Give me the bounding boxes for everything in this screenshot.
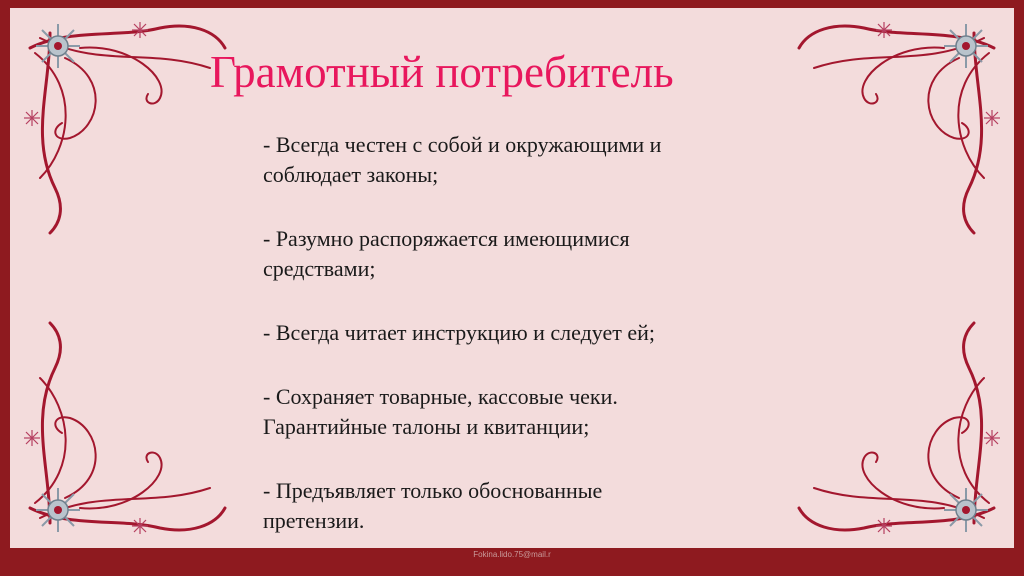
list-item-line: - Предъявляет только обоснованные [263, 478, 603, 503]
swirl-ornament-icon [784, 318, 1014, 548]
list-item-line: Гарантийные талоны и квитанции; [263, 414, 590, 439]
footer-watermark: Fokina.lido.75@mail.r [473, 550, 551, 559]
list-item-line: средствами; [263, 256, 376, 281]
list-item [263, 130, 783, 190]
list-item [263, 318, 783, 348]
swirl-ornament-icon [784, 8, 1014, 238]
swirl-ornament-icon [10, 318, 240, 548]
corner-ornament-bottom-right [784, 318, 1014, 548]
list-item-line: - Сохраняет товарные, кассовые чеки. [263, 384, 618, 409]
snowflake-flower-icon [36, 488, 80, 532]
list-item [263, 476, 783, 536]
list-item [263, 224, 783, 284]
list-item-line: - Всегда честен с собой и окружающими и [263, 132, 662, 157]
snowflake-flower-icon [944, 24, 988, 68]
corner-ornament-bottom-left [10, 318, 240, 548]
slide-title: Грамотный потребитель [210, 47, 674, 97]
snowflake-flower-icon [944, 488, 988, 532]
swirl-ornament-icon [10, 8, 240, 238]
slide-panel [10, 8, 1014, 548]
list-item [263, 382, 783, 442]
bullet-list [263, 130, 783, 536]
list-item-line: - Разумно распоряжается имеющимися [263, 226, 630, 251]
list-item-line: - Всегда читает инструкцию и следует ей; [263, 320, 656, 345]
corner-ornament-top-left [10, 8, 240, 238]
snowflake-flower-icon [36, 24, 80, 68]
corner-ornament-top-right [784, 8, 1014, 238]
list-item-line: претензии. [263, 508, 365, 533]
list-item-line: соблюдает законы; [263, 162, 439, 187]
